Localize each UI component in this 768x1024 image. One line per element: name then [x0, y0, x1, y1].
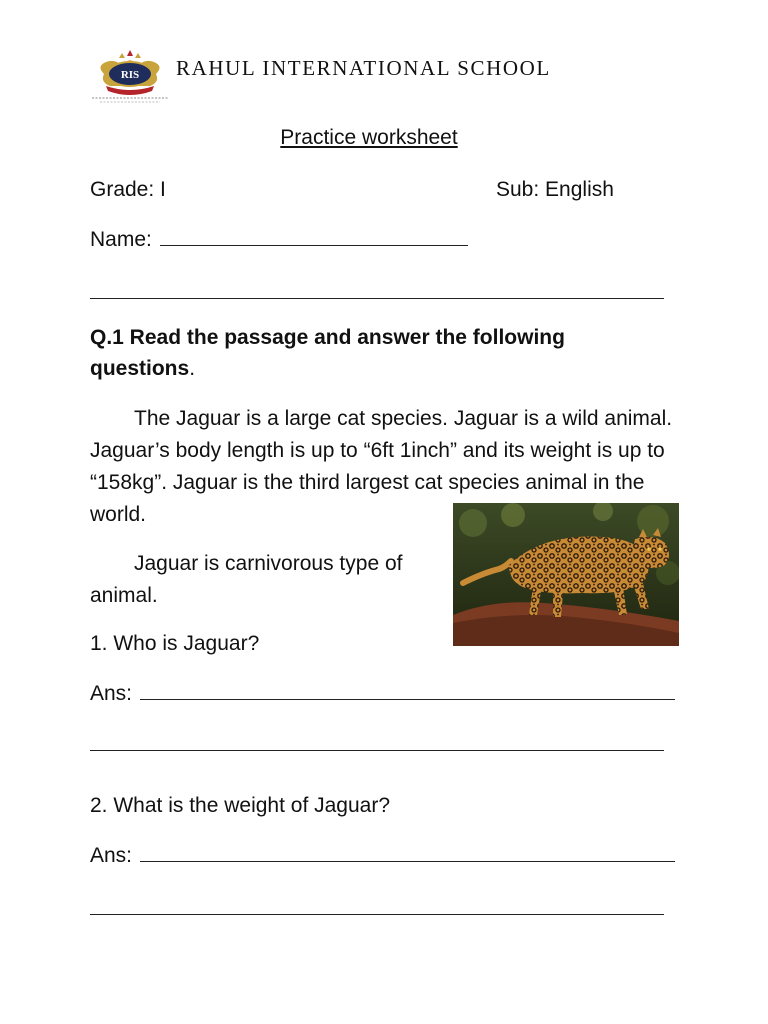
answer-2-extra-line[interactable]: [90, 914, 664, 915]
separator-line: [90, 298, 664, 299]
passage-paragraph-1: The Jaguar is a large cat species. Jaguar is a wild animal. Jaguar’s body length is up to “6ft 1inch” and its weight is up to “158kg”. Jaguar is the third largest cat species animal in the world.: [90, 407, 673, 526]
answer-2-blank-line[interactable]: [140, 860, 675, 862]
question-1: 1. Who is Jaguar?: [90, 632, 260, 655]
answer-2-label: Ans:: [90, 844, 133, 867]
grade-label: Grade: I: [90, 178, 166, 201]
subject-label: Sub: English: [496, 178, 614, 201]
answer-1-label: Ans:: [90, 682, 133, 705]
answer-2-row: [90, 840, 675, 872]
school-crest-icon: [86, 48, 174, 106]
answer-1-row: [90, 678, 675, 710]
name-row: [90, 224, 468, 256]
name-label: Name:: [90, 228, 152, 251]
question-2: 2. What is the weight of Jaguar?: [90, 794, 390, 817]
answer-1-extra-line[interactable]: [90, 750, 664, 751]
logo-text: RIS: [120, 69, 140, 81]
school-name: RAHUL INTERNATIONAL SCHOOL: [176, 56, 551, 80]
worksheet-title: Practice worksheet: [280, 126, 458, 149]
name-blank-line[interactable]: [160, 244, 468, 246]
question-heading-text: Q.1 Read the passage and answer the following questions: [90, 326, 565, 380]
question-heading: [90, 322, 650, 384]
passage-paragraph-2: Jaguar is carnivorous type of animal.: [90, 552, 403, 607]
answer-1-blank-line[interactable]: [140, 698, 675, 700]
question-heading-end: .: [189, 357, 196, 380]
jaguar-photo: [453, 503, 679, 646]
